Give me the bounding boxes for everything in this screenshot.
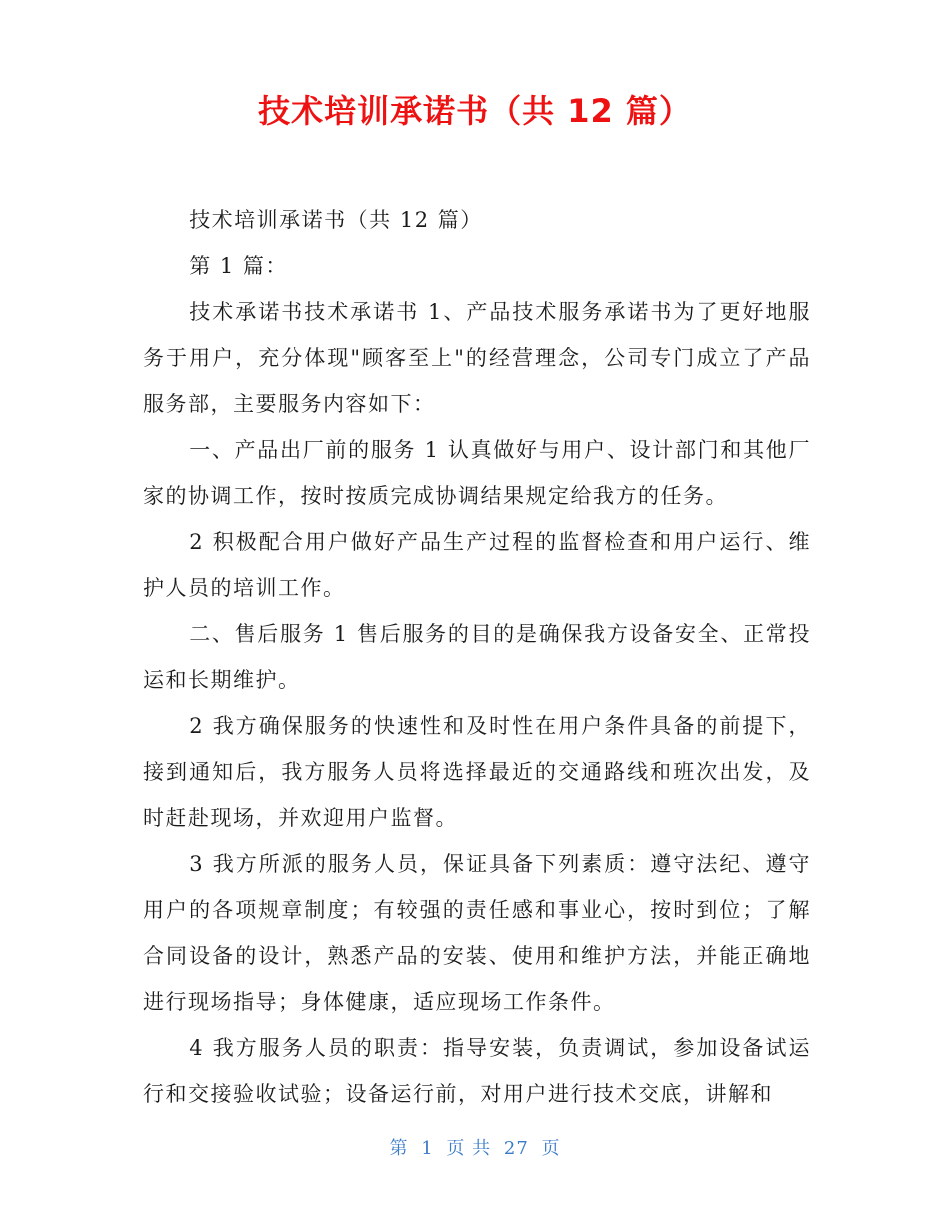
footer-mid: 页 共 [446,1138,492,1159]
footer-total-pages: 27 [503,1138,529,1159]
document-body [143,197,811,1117]
document-title: 技术培训承诺书（共 12 篇） [258,92,692,130]
paragraph: 第 1 篇： [189,254,288,278]
paragraph: 一、产品出厂前的服务 1 认真做好与用户、设计部门和其他厂家的协调工作，按时按质完成协调结果规定给我方的任务。 [143,438,811,508]
page-footer [0,1134,950,1160]
footer-prefix: 第 [389,1138,409,1159]
footer-suffix: 页 [541,1138,561,1159]
paragraph: 4 我方服务人员的职责：指导安装，负责调试，参加设备试运行和交接验收试验；设备运行前，对用户进行技术交底，讲解和 [143,1036,811,1106]
paragraph: 3 我方所派的服务人员，保证具备下列素质：遵守法纪、遵守用户的各项规章制度；有较强的责任感和事业心，按时到位；了解合同设备的设计，熟悉产品的安装、使用和维护方法，并能正确地进行现场指导；身体健康，适应现场工作条件。 [143,852,811,1014]
paragraph: 2 我方确保服务的快速性和及时性在用户条件具备的前提下，接到通知后，我方服务人员将选择最近的交通路线和班次出发，及时赶赴现场，并欢迎用户监督。 [143,714,811,830]
paragraph: 2 积极配合用户做好产品生产过程的监督检查和用户运行、维护人员的培训工作。 [143,530,811,600]
paragraph: 二、售后服务 1 售后服务的目的是确保我方设备安全、正常投运和长期维护。 [143,622,811,692]
paragraph: 技术培训承诺书（共 12 篇） [189,208,483,232]
footer-current-page: 1 [421,1138,434,1159]
paragraph: 技术承诺书技术承诺书 1、产品技术服务承诺书为了更好地服务于用户，充分体现"顾客至上"的经营理念，公司专门成立了产品服务部，主要服务内容如下： [143,300,811,416]
